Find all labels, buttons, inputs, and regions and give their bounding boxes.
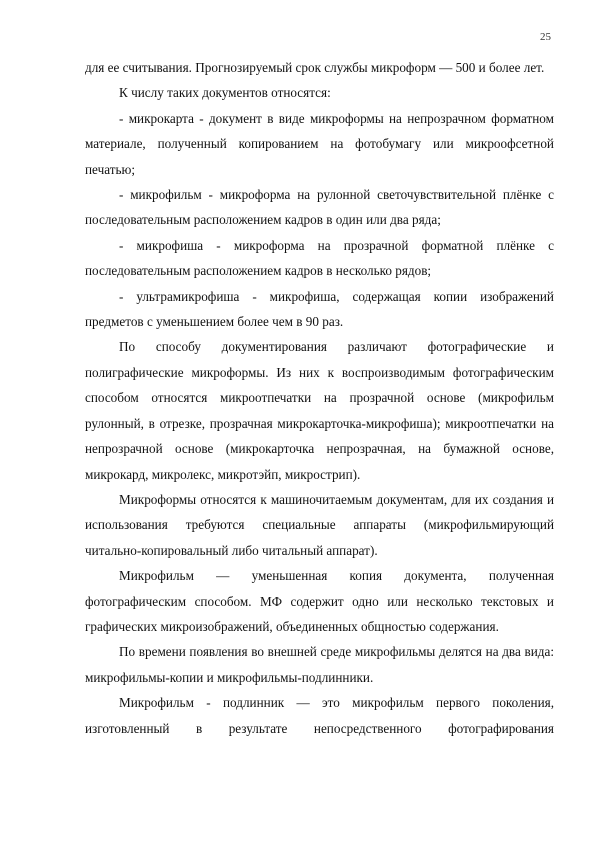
body-text [85, 55, 554, 741]
list-item-ultramicrofiche: - ультрамикрофиша - микрофиша, содержащая копии изображений предметов с уменьшением более чем в 90 раз. [85, 288, 554, 330]
paragraph-microfilm-definition: Микрофильм — уменьшенная копия документа, полученная фотографическим способом. МФ содержит одно или несколько текстовых и графических микроизображений, объединенных общностью содержания. [85, 568, 554, 634]
paragraph-list-intro: К числу таких документов относятся: [119, 85, 331, 101]
paragraph-continuation: для ее считывания. Прогнозируемый срок службы микроформ — 500 и более лет. [85, 60, 545, 75]
page-number: 25 [540, 31, 551, 43]
paragraph-machine-readable: Микроформы относятся к машиночитаемым документам, для их создания и использования требуются специальные аппараты (микрофильмирующий читально-копировальный либо читальный аппарат). [85, 491, 554, 558]
paragraph-documentation-methods: По способу документирования различают фотографические и полиграфические микроформы. Из них к воспроизводимым фотографическим способом относятся микроотпечатки на прозрачной основе (микрофильм рулонный, в отрезке, прозрачная микрокарточка-микрофиша); микроотпечатки на непрозрачной основе (микрокарточка непрозрачная, на бумажной основе, микрокард, микролекс, микротэйп, микрострип). [85, 339, 554, 482]
paragraph-original-microfilm: Микрофильм - подлинник — это микрофильм первого поколения, изготовленный в результате непосредственного фотографирования [85, 695, 554, 736]
paragraph-microfilm-types: По времени появления во внешней среде микрофильмы делятся на два вида: микрофильмы-копии и микрофильмы-подлинники. [85, 644, 554, 685]
list-item-microcard: - микрокарта - документ в виде микроформы на непрозрачном форматном материале, полученный копированием на фотобумагу или микроофсетной печатью; [85, 110, 554, 177]
list-item-microfilm: - микрофильм - микроформа на рулонной светочувствительной плёнке с последовательным расположением кадров в один или два ряда; [85, 187, 554, 228]
list-item-microfiche: - микрофиша - микроформа на прозрачной форматной плёнке с последовательным расположением кадров в несколько рядов; [85, 237, 554, 279]
